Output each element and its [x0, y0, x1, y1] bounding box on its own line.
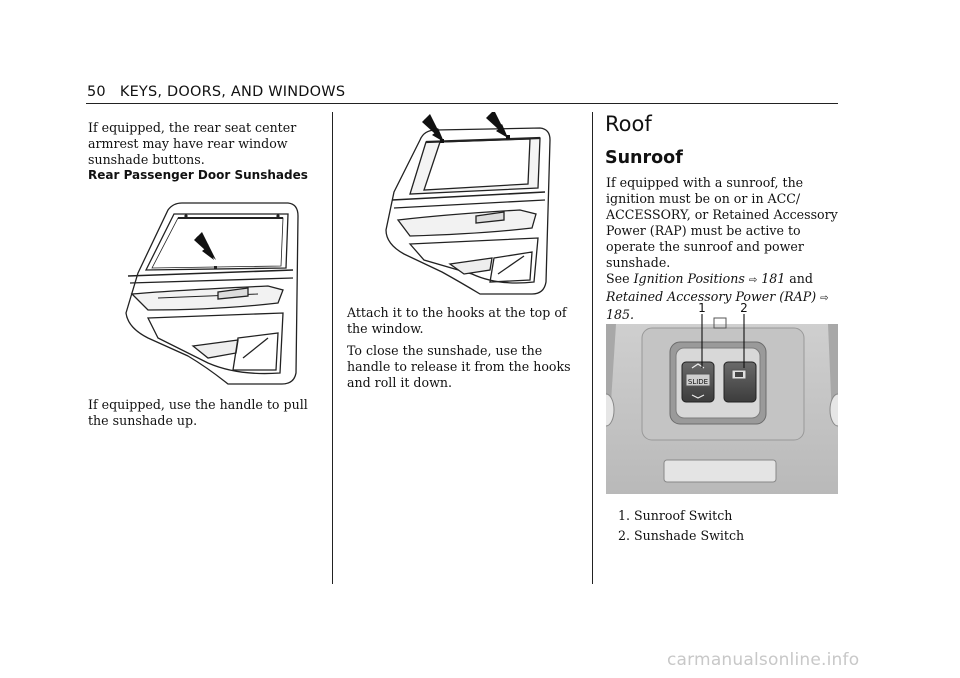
- column-divider: [592, 112, 593, 584]
- column-divider: [332, 112, 333, 584]
- section-title: KEYS, DOORS, AND WINDOWS: [119, 84, 346, 100]
- roof-heading: Roof: [605, 112, 652, 136]
- header-rule: [86, 103, 838, 104]
- rear-door-sunshades-heading: Rear Passenger Door Sunshades: [88, 168, 308, 182]
- watermark: carmanualsonline.info: [667, 650, 860, 670]
- slide-label: SLIDE: [687, 378, 709, 386]
- rear-door-sunshade-illustration: [118, 198, 304, 388]
- see-also: See Ignition Positions ⇨ 181 and: [606, 271, 813, 286]
- page-ref-arrow-icon: ⇨: [820, 293, 829, 304]
- page-number: 50: [87, 84, 106, 100]
- sunroof-body: If equipped with a sunroof, the ignition must be on or in ACC/ ACCESSORY, or Retained Accessory Power (RAP) must be active to operate the sunroof and power sunshade.: [606, 175, 838, 270]
- sunroof-heading: Sunroof: [605, 148, 683, 168]
- pull-shade-paragraph: If equipped, use the handle to pull the sunshade up.: [88, 397, 308, 428]
- ignition-positions-link[interactable]: Ignition Positions: [633, 271, 745, 286]
- intro-paragraph: If equipped, the rear seat center armrest may have rear window sunshade buttons.: [88, 120, 297, 167]
- switch-legend: [618, 506, 744, 546]
- callout-2: 2: [740, 301, 748, 315]
- sunroof-switch-illustration: [606, 298, 838, 494]
- close-shade-paragraph: To close the sunshade, use the handle to release it from the hooks and roll it down.: [347, 343, 571, 390]
- rap-link[interactable]: Retained Accessory Power (RAP): [606, 289, 817, 304]
- see-also-2: Retained Accessory Power (RAP) ⇨ 185.: [606, 289, 829, 322]
- callout-1: 1: [698, 301, 706, 315]
- page-ref-arrow-icon: ⇨: [748, 275, 758, 286]
- list-item: 1. Sunroof Switch: [618, 508, 733, 523]
- page-header: [87, 84, 345, 100]
- sunshade-hooks-illustration: [380, 112, 556, 298]
- list-item: 2. Sunshade Switch: [618, 528, 745, 543]
- attach-hooks-paragraph: Attach it to the hooks at the top of the window.: [347, 305, 567, 336]
